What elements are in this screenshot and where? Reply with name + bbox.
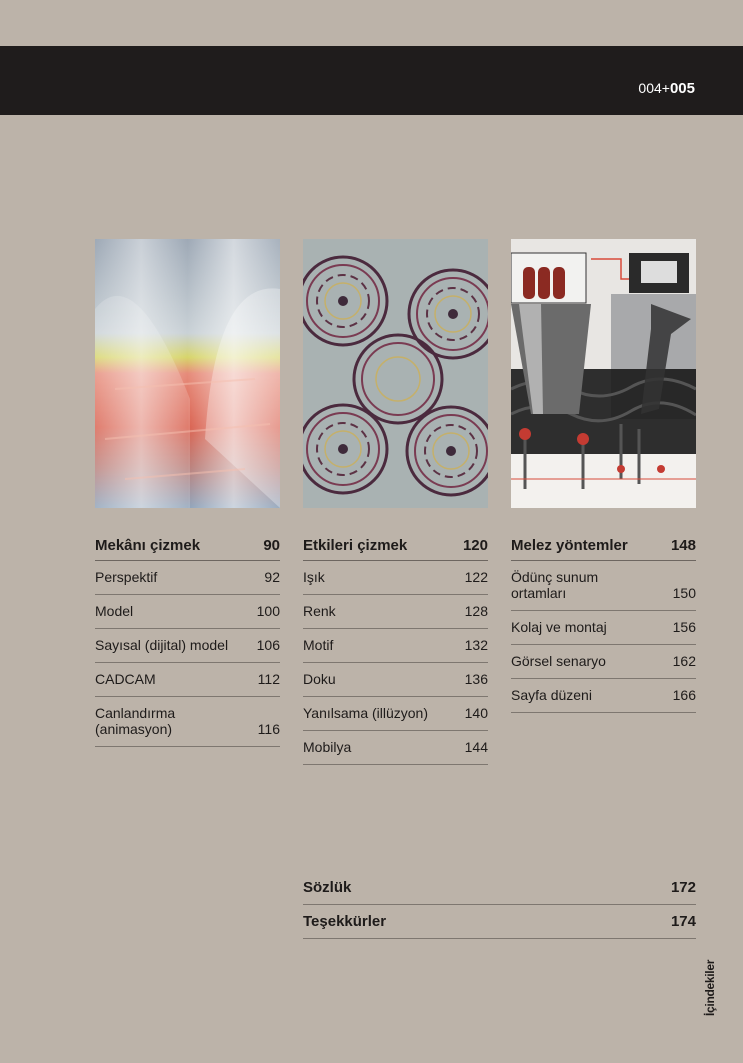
toc-entry-glossary[interactable]	[303, 876, 696, 905]
toc-entry[interactable]	[95, 561, 280, 595]
header-bar	[0, 46, 743, 115]
page-number: 004+005	[638, 80, 695, 97]
toc-heading-page: 148	[670, 537, 696, 554]
toc-entry-page: 172	[670, 879, 696, 896]
toc-entry-page: 162	[672, 653, 696, 669]
toc-entry[interactable]	[511, 645, 696, 679]
toc-entry-page: 116	[257, 721, 280, 737]
toc-entry-page: 128	[464, 603, 488, 619]
toc-entry-label: CADCAM	[95, 671, 156, 687]
toc-entry-label: Perspektif	[95, 569, 158, 585]
toc-entry[interactable]	[95, 629, 280, 663]
toc-entry[interactable]	[303, 697, 488, 731]
toc-section-heading[interactable]	[511, 535, 696, 561]
toc-heading-page: 120	[462, 537, 488, 554]
toc-entry[interactable]	[95, 663, 280, 697]
toc-entry[interactable]	[303, 629, 488, 663]
toc-entry-label: Ödünç sunum ortamları	[511, 569, 599, 601]
toc-entry-label: Sayfa düzeni	[511, 687, 592, 703]
toc-entry-page: 156	[672, 619, 696, 635]
toc-heading-label: Mekânı çizmek	[95, 537, 201, 554]
toc-entry[interactable]	[303, 595, 488, 629]
toc-entry[interactable]	[95, 697, 280, 747]
toc-heading-label: Melez yöntemler	[511, 537, 628, 554]
toc-entry-page: 150	[672, 585, 696, 601]
toc-entry-label: Kolaj ve montaj	[511, 619, 607, 635]
toc-section-heading[interactable]	[95, 535, 280, 561]
toc-heading-page: 90	[263, 537, 280, 554]
toc-entry-page: 136	[464, 671, 488, 687]
toc-entry[interactable]	[95, 595, 280, 629]
toc-entry-acknowledgements[interactable]	[303, 905, 696, 939]
toc-entry[interactable]	[511, 679, 696, 713]
toc-column-space	[95, 535, 280, 747]
toc-entry[interactable]	[303, 663, 488, 697]
motif-drawing-image	[303, 239, 488, 508]
collage-image	[511, 239, 696, 508]
toc-entry-page: 106	[256, 637, 280, 653]
toc-entry-page: 132	[464, 637, 488, 653]
toc-entry[interactable]	[511, 561, 696, 611]
toc-entry-label: Işık	[303, 569, 325, 585]
toc-entry-page: 100	[256, 603, 280, 619]
toc-entry-label: Doku	[303, 671, 336, 687]
toc-entry-label: Görsel senaryo	[511, 653, 606, 669]
toc-section-heading[interactable]	[303, 535, 488, 561]
toc-column-hybrid	[511, 535, 696, 713]
toc-entry-page: 112	[257, 671, 280, 687]
toc-entry-label: Motif	[303, 637, 334, 653]
toc-entry[interactable]	[303, 561, 488, 595]
toc-entry-label: Sayısal (dijital) model	[95, 637, 229, 653]
toc-column-effects	[303, 535, 488, 765]
toc-entry-label: Yanılsama (illüzyon)	[303, 705, 429, 721]
toc-entry-label: Canlandırma (animasyon)	[95, 705, 176, 737]
toc-entry-label: Teşekkürler	[303, 913, 387, 930]
toc-entry-page: 140	[464, 705, 488, 721]
toc-entry[interactable]	[511, 611, 696, 645]
toc-entry-page: 144	[464, 739, 488, 755]
toc-back-matter	[303, 876, 696, 939]
toc-entry-page: 92	[264, 569, 280, 585]
toc-entry-label: Model	[95, 603, 134, 619]
toc-entry-page: 166	[672, 687, 696, 703]
toc-entry[interactable]	[303, 731, 488, 765]
toc-heading-label: Etkileri çizmek	[303, 537, 408, 554]
toc-entry-label: Renk	[303, 603, 336, 619]
toc-entry-page: 174	[670, 913, 696, 930]
toc-entry-page: 122	[464, 569, 488, 585]
toc-entry-label: Mobilya	[303, 739, 352, 755]
section-side-label: İçindekiler	[703, 959, 717, 1016]
space-drawing-image	[95, 239, 280, 508]
toc-entry-label: Sözlük	[303, 879, 352, 896]
